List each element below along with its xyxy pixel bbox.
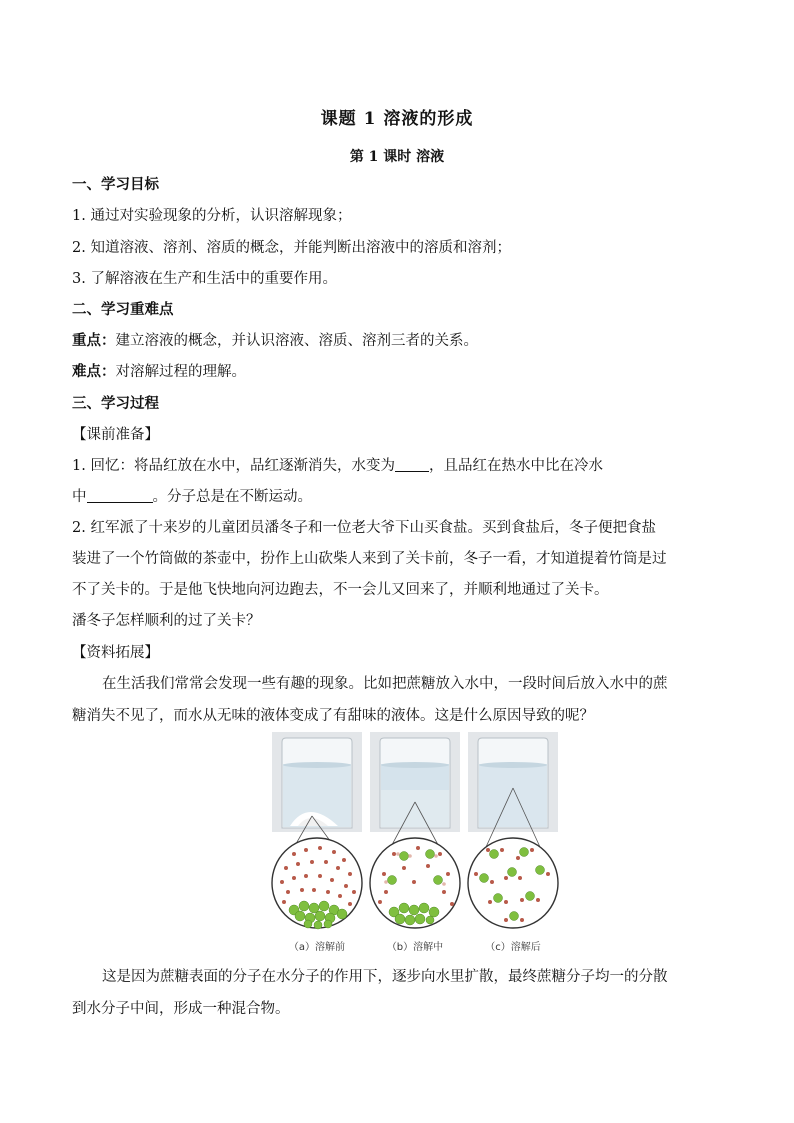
question-text: 中 [72, 489, 87, 505]
question-2-line: 装进了一个竹筒做的茶壶中，扮作上山砍柴人来到了关卡前，冬子一看，才知道提着竹筒是过 [72, 551, 667, 567]
answer-blank[interactable] [395, 457, 429, 472]
difficult-point [72, 362, 246, 382]
section-heading-goals: 一、学习目标 [72, 176, 159, 193]
extension-paragraph: 在生活我们常常会发现一些有趣的现象。比如把蔗糖放入水中，一段时间后放入水中的蔗 [102, 676, 668, 692]
extension-heading: 【资料拓展】 [72, 645, 159, 661]
page-title: 课题 1 溶液的形成 [320, 109, 474, 129]
question-1-line-2 [72, 487, 312, 507]
goal-item: 1. 通过对实验现象的分析，认识溶解现象； [72, 208, 352, 224]
page-subtitle: 第 1 课时 溶液 [349, 149, 445, 165]
answer-blank[interactable] [87, 488, 153, 503]
dissolving-figure [268, 732, 560, 956]
section-heading-focus: 二、学习重难点 [72, 301, 174, 318]
beaker-photo-b [370, 732, 460, 832]
goal-item: 2. 知道溶液、溶剂、溶质的概念，并能判断出溶液中的溶质和溶剂； [72, 240, 511, 256]
figure-caption-a: （a）溶解前 [288, 942, 346, 953]
question-text: 。分子总是在不断运动。 [152, 489, 312, 505]
figure-caption-c: （c）溶解后 [485, 942, 541, 953]
question-text: 1. 回忆：将品红放在水中，品红逐渐消失，水变为 [72, 458, 395, 474]
question-2-prompt: 潘冬子怎样顺利的过了关卡？ [72, 613, 261, 629]
key-point-label: 重点： [72, 332, 116, 349]
key-point-text: 建立溶液的概念，并认识溶液、溶质、溶剂三者的关系。 [115, 333, 478, 349]
goal-item: 3. 了解溶液在生产和生活中的重要作用。 [72, 271, 337, 287]
question-1-line-1 [72, 456, 603, 476]
difficult-point-label: 难点： [72, 363, 116, 380]
question-2-line: 不了关卡的。于是他飞快地向河边跑去，不一会儿又回来了，并顺利地通过了关卡。 [72, 582, 609, 598]
beaker-photo-c [468, 732, 558, 832]
explanation-paragraph: 到水分子中间，形成一种混合物。 [72, 1001, 290, 1017]
section-heading-process: 三、学习过程 [72, 395, 159, 412]
difficult-point-text: 对溶解过程的理解。 [115, 364, 246, 380]
molecular-view-c [468, 838, 558, 928]
explanation-paragraph: 这是因为蔗糖表面的分子在水分子的作用下，逐步向水里扩散，最终蔗糖分子均一的分散 [102, 969, 668, 985]
key-point [72, 331, 478, 351]
extension-paragraph: 糖消失不见了，而水从无味的液体变成了有甜味的液体。这是什么原因导致的呢？ [72, 708, 594, 724]
question-text: ，且品红在热水中比在冷水 [428, 458, 603, 474]
prep-heading: 【课前准备】 [72, 427, 159, 443]
molecular-view-a [272, 838, 362, 929]
figure-caption-b: （b）溶解中 [386, 942, 444, 953]
question-2-line: 2. 红军派了十来岁的儿童团员潘冬子和一位老大爷下山买食盐。买到食盐后，冬子便把食盐 [72, 520, 656, 536]
beaker-photo-a [272, 732, 362, 832]
molecular-view-b [370, 838, 460, 928]
